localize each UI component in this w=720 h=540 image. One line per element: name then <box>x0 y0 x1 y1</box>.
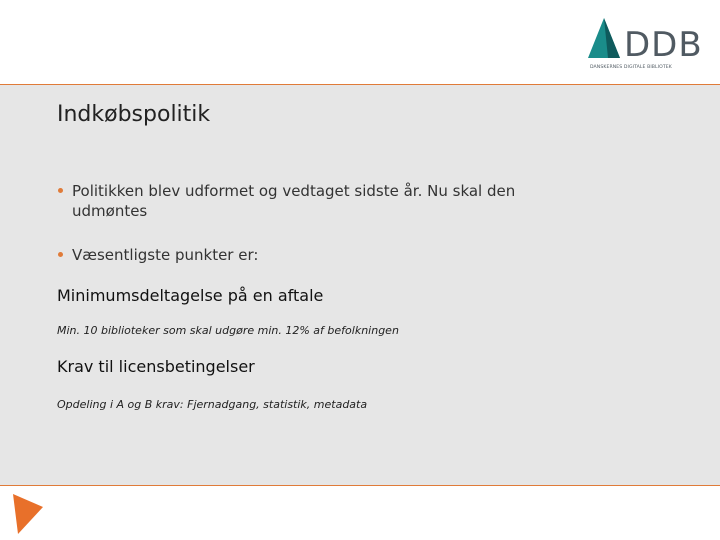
slide-title: Indkøbspolitik <box>57 102 211 127</box>
bullet-dot-icon <box>58 252 63 257</box>
bullet-text: Væsentligste punkter er: <box>72 246 259 264</box>
logo-wordmark: DDB <box>624 25 703 65</box>
logo-tagline: DANSKERNES DIGITALE BIBLIOTEK <box>590 65 672 70</box>
bullet-dot-icon <box>58 188 63 193</box>
orange-triangle-icon <box>12 493 44 535</box>
bullet-text: Politikken blev udformet og vedtaget sidste år. Nu skal den udmøntes <box>72 182 516 220</box>
ddb-logo-mark-icon <box>586 16 626 60</box>
ddb-logo <box>586 16 710 76</box>
bullet-item <box>57 245 577 265</box>
slide-header <box>0 0 720 84</box>
bullet-item <box>57 181 577 221</box>
bullet-list <box>57 181 577 265</box>
section-heading-license: Krav til licensbetingelser <box>57 357 255 376</box>
content-panel <box>0 85 720 485</box>
section-note-license: Opdeling i A og B krav: Fjernadgang, statistik, metadata <box>57 398 368 411</box>
footer-divider <box>0 485 720 486</box>
section-heading-minimum: Minimumsdeltagelse på en aftale <box>57 286 324 305</box>
section-note-minimum: Min. 10 biblioteker som skal udgøre min. 12% af befolkningen <box>57 324 399 337</box>
